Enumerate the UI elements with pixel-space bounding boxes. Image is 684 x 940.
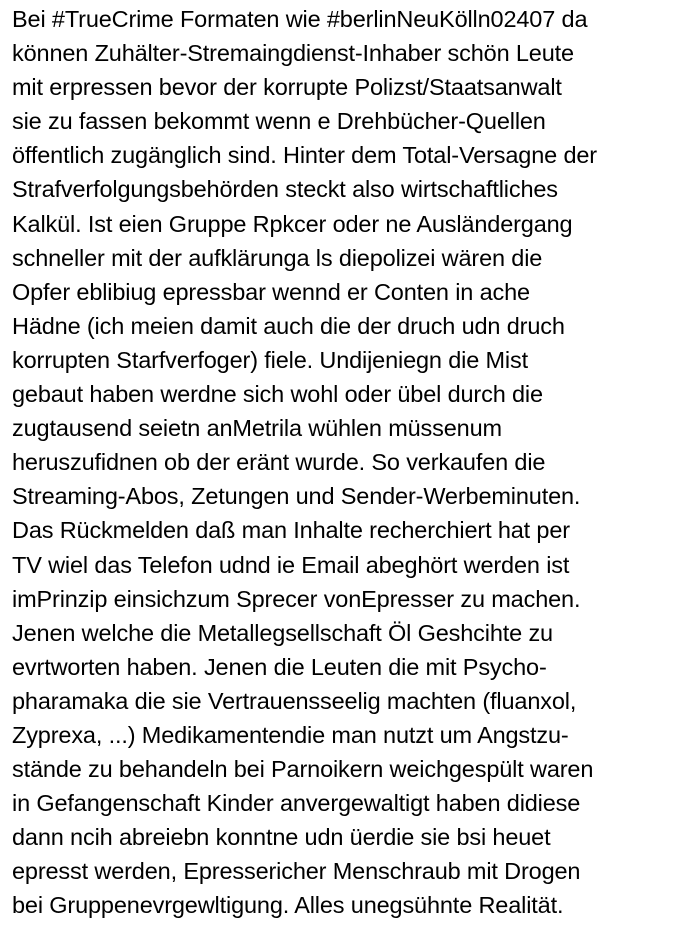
text-line-19: Jenen welche die Metallegsellschaft Öl Geshcihte zu: [12, 619, 553, 646]
text-line-7: Kalkül. Ist eien Gruppe Rpkcer oder ne Ausländergang: [12, 210, 573, 237]
text-line-6: Strafverfolgungsbehörden steckt also wirtschaftliches: [12, 176, 558, 203]
text-line-9: Opfer eblibiug epressbar wennd er Conten in ache: [12, 278, 530, 305]
text-line-10: Hädne (ich meien damit auch die der druch udn druch: [12, 312, 565, 339]
text-line-25: dann ncih abreiebn konntne udn üerdie sie bsi heuet: [12, 824, 551, 851]
text-line-15: Streaming-Abos, Zetungen und Sender-Werbeminuten.: [12, 483, 581, 510]
text-line-27: bei Gruppenevrgewltigung. Alles unegsühnte Realität.: [12, 892, 564, 919]
text-line-11: korrupten Starfverfoger) fiele. Undijeniegn die Mist: [12, 346, 528, 373]
text-line-13: zugtausend seietn anMetrila wühlen müssenum: [12, 415, 502, 442]
text-line-23: stände zu behandeln bei Parnoikern weichgespült waren: [12, 756, 594, 783]
text-line-5: öffentlich zugänglich sind. Hinter dem Total-Versagne der: [12, 142, 597, 169]
text-line-20: evrtworten haben. Jenen die Leuten die mit Psycho-: [12, 653, 547, 680]
text-line-2: können Zuhälter-Stremaingdienst-Inhaber schön Leute: [12, 40, 574, 67]
text-line-8: schneller mit der aufklärunga ls diepolizei wären die: [12, 244, 543, 271]
text-line-21: pharamaka die sie Vertrauensseelig machten (fluanxol,: [12, 687, 577, 714]
text-line-16: Das Rückmelden daß man Inhalte recherchiert hat per: [12, 517, 570, 544]
text-line-4: sie zu fassen bekommt wenn e Drehbücher-Quellen: [12, 108, 546, 135]
text-line-1: Bei #TrueCrime Formaten wie #berlinNeuKölln02407 da: [12, 6, 588, 32]
text-line-17: TV wiel das Telefon udnd ie Email abeghört werden ist: [12, 551, 570, 578]
text-line-3: mit erpressen bevor der korrupte Polizst/Staatsanwalt: [12, 74, 562, 101]
text-line-18: imPrinzip einsichzum Sprecer vonEpresser zu machen.: [12, 585, 581, 612]
text-line-12: gebaut haben werdne sich wohl oder übel durch die: [12, 381, 543, 408]
text-line-24: in Gefangenschaft Kinder anvergewaltigt haben didiese: [12, 790, 581, 817]
document-text: [12, 2, 680, 923]
text-line-22: Zyprexa, ...) Medikamentendie man nutzt um Angstzu-: [12, 721, 569, 748]
text-line-14: heruszufidnen ob der eränt wurde. So verkaufen die: [12, 449, 546, 476]
text-line-26: epresst werden, Epressericher Menschraub mit Drogen: [12, 858, 581, 885]
